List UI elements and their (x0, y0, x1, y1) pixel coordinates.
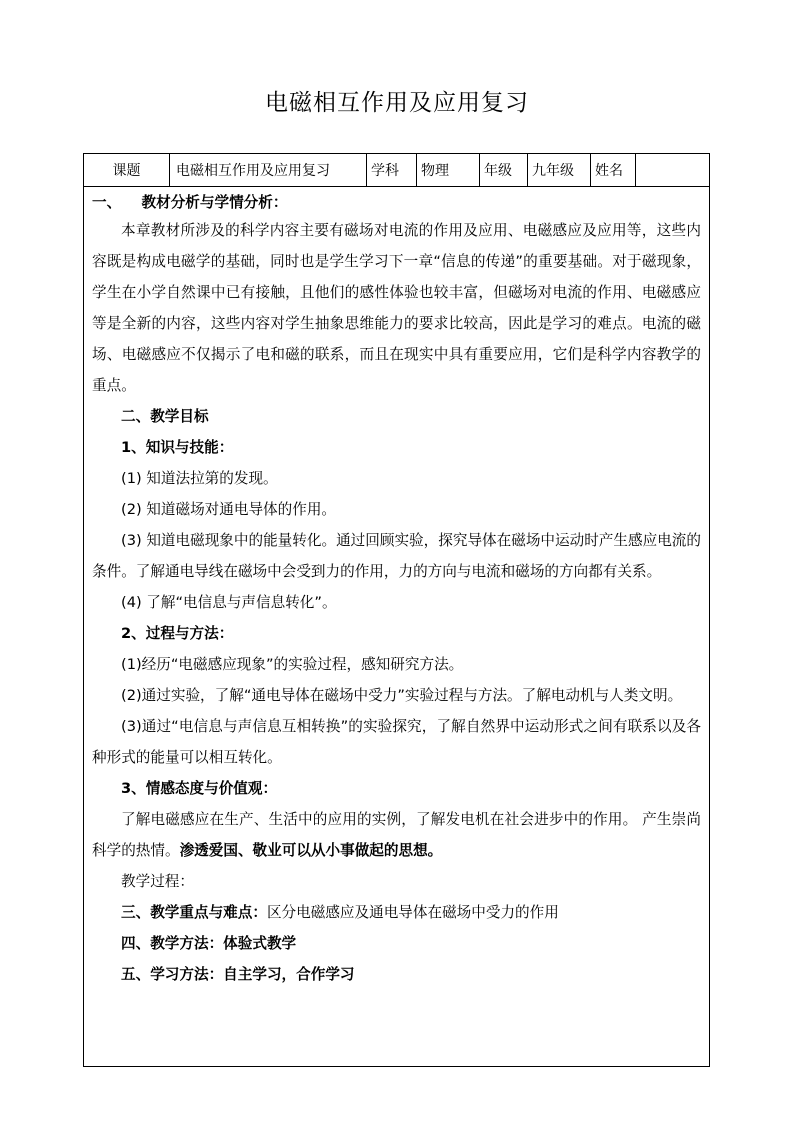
content-cell (84, 187, 709, 990)
subject-value: 物理 (417, 154, 480, 186)
name-value[interactable] (636, 154, 709, 186)
objective-item-3: (3) 知道电磁现象中的能量转化。通过回顾实验，探究导体在磁场中运动时产生感应电流的条件。了解通电导线在磁场中会受到力的作用，力的方向与电流和磁场的方向都有关系。 (92, 532, 701, 580)
section4-heading: 四、教学方法：体验式教学 (121, 935, 297, 952)
objective-item-2: (2) 知道磁场对通电导体的作用。 (121, 501, 337, 518)
section3-text: 区分电磁感应及通电导体在磁场中受力的作用 (266, 904, 559, 921)
teaching-process-label: 教学过程： (121, 873, 194, 890)
attitude-bold-text: 渗透爱国、敬业可以从小事做起的思想。 (179, 842, 443, 859)
section5-heading: 五、学习方法：自主学习，合作学习 (121, 966, 355, 983)
section2-heading: 二、教学目标 (121, 408, 209, 425)
process-item-3: (3)通过“电信息与声信息互相转换”的实验探究，了解自然界中运动形式之间有联系以及各种形式的能量可以相互转化。 (92, 718, 701, 766)
section1-heading: 一、 教材分析与学情分析： (92, 194, 288, 211)
attitude-paragraph (92, 804, 701, 866)
section3-heading: 三、教学重点与难点： (121, 904, 267, 921)
header-row (84, 154, 709, 187)
course-value: 电磁相互作用及应用复习 (170, 154, 367, 186)
process-item-1: (1)经历“电磁感应现象”的实验过程，感知研究方法。 (121, 656, 464, 673)
lesson-plan-table (83, 153, 710, 1067)
process-item-2: (2)通过实验，了解“通电导体在磁场中受力”实验过程与方法。了解电动机与人类文明。 (121, 687, 683, 704)
process-method-heading: 2、过程与方法： (121, 625, 234, 642)
attitude-values-heading: 3、情感态度与价值观： (121, 780, 278, 797)
section1-paragraph: 本章教材所涉及的科学内容主要有磁场对电流的作用及应用、电磁感应及应用等，这些内容既是构成电磁学的基础，同时也是学生学习下一章“信息的传递”的重要基础。对于磁现象，学生在小学自然课中已有接触，且他们的感性体验也较丰富，但磁场对电流的作用、电磁感应等是全新的内容，这些内容对学生抽象思维能力的要求比较高，因此是学习的难点。电流的磁场、电磁感应不仅揭示了电和磁的联系，而且在现实中具有重要应用，它们是科学内容教学的重点。 (92, 222, 701, 394)
grade-value: 九年级 (528, 154, 591, 186)
knowledge-skills-heading: 1、知识与技能： (121, 439, 234, 456)
name-label: 姓名 (591, 154, 636, 186)
section3-row (92, 897, 701, 928)
course-label: 课题 (84, 154, 170, 186)
attitude-text: 了解电磁感应在生产、生活中的应用的实例，了解发电机在社会进步中的作用。 产生崇尚科学的热情。 (92, 811, 701, 859)
grade-label: 年级 (480, 154, 528, 186)
subject-label: 学科 (367, 154, 417, 186)
objective-item-4: (4) 了解“电信息与声信息转化”。 (121, 594, 337, 611)
objective-item-1: (1) 知道法拉第的发现。 (121, 470, 278, 487)
document-title: 电磁相互作用及应用复习 (265, 90, 529, 116)
